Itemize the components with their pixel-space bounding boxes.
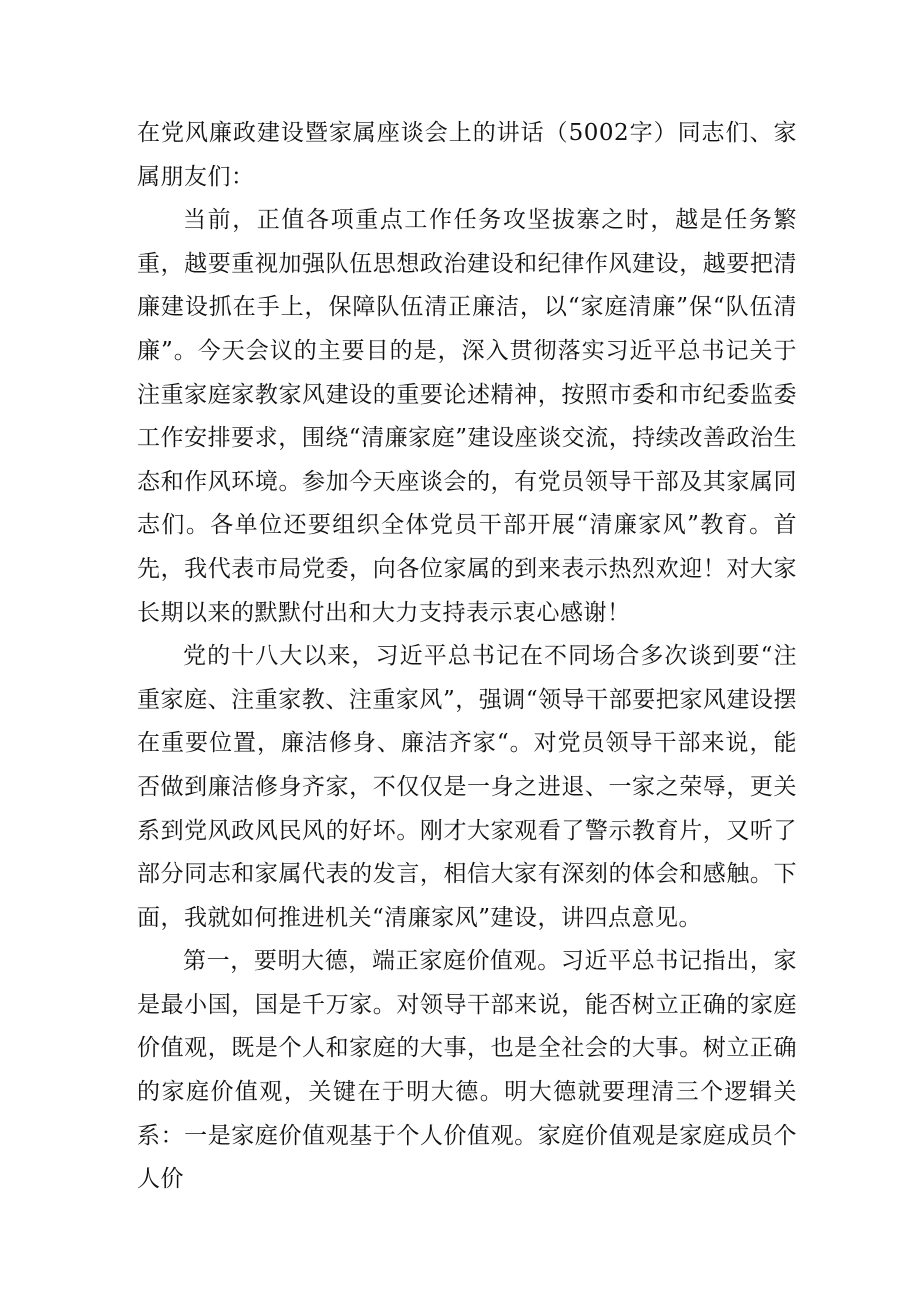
speech-title-paragraph: 在党风廉政建设暨家属座谈会上的讲话（5002字）同志们、家属朋友们： — [137, 120, 797, 190]
opening-paragraph: 当前，正值各项重点工作任务攻坚拔寨之时，越是任务繁重，越要重视加强队伍思想政治建设和纪律作风建设，越要把清廉建设抓在手上，保障队伍清正廉洁，以“家庭清廉”保“队伍清廉”。今天会议的主要目的是，深入贯彻落实习近平总书记关于注重家庭家教家风建设的重要论述精神，按照市委和市纪委监委工作安排要求，围绕“清廉家庭”建设座谈交流，持续改善政治生态和作风环境。参加今天座谈会的，有党员领导干部及其家属同志们。各单位还要组织全体党员干部开展“清廉家风”教育。首先，我代表市局党委，向各位家属的到来表示热烈欢迎！对大家长期以来的默默付出和大力支持表示衷心感谢！ — [137, 207, 797, 626]
document-body — [137, 112, 797, 1202]
background-paragraph: 党的十八大以来，习近平总书记在不同场合多次谈到要“注重家庭、注重家教、注重家风”，强调“领导干部要把家风建设摆在重要位置，廉洁修身、廉洁齐家“。对党员领导干部来说，能否做到廉洁修身齐家，不仅仅是一身之进退、一家之荣辱，更关系到党风政风民风的好坏。刚才大家观看了警示教育片，又听了部分同志和家属代表的发言，相信大家有深刻的体会和感触。下面，我就如何推进机关“清廉家风”建设，讲四点意见。 — [137, 643, 797, 931]
first-point-paragraph: 第一，要明大德，端正家庭价值观。习近平总书记指出，家是最小国，国是千万家。对领导干部来说，能否树立正确的家庭价值观，既是个人和家庭的大事，也是全社会的大事。树立正确的家庭价值观，关键在于明大德。明大德就要理清三个逻辑关系：一是家庭价值观基于个人价值观。家庭价值观是家庭成员个人价 — [137, 948, 797, 1193]
